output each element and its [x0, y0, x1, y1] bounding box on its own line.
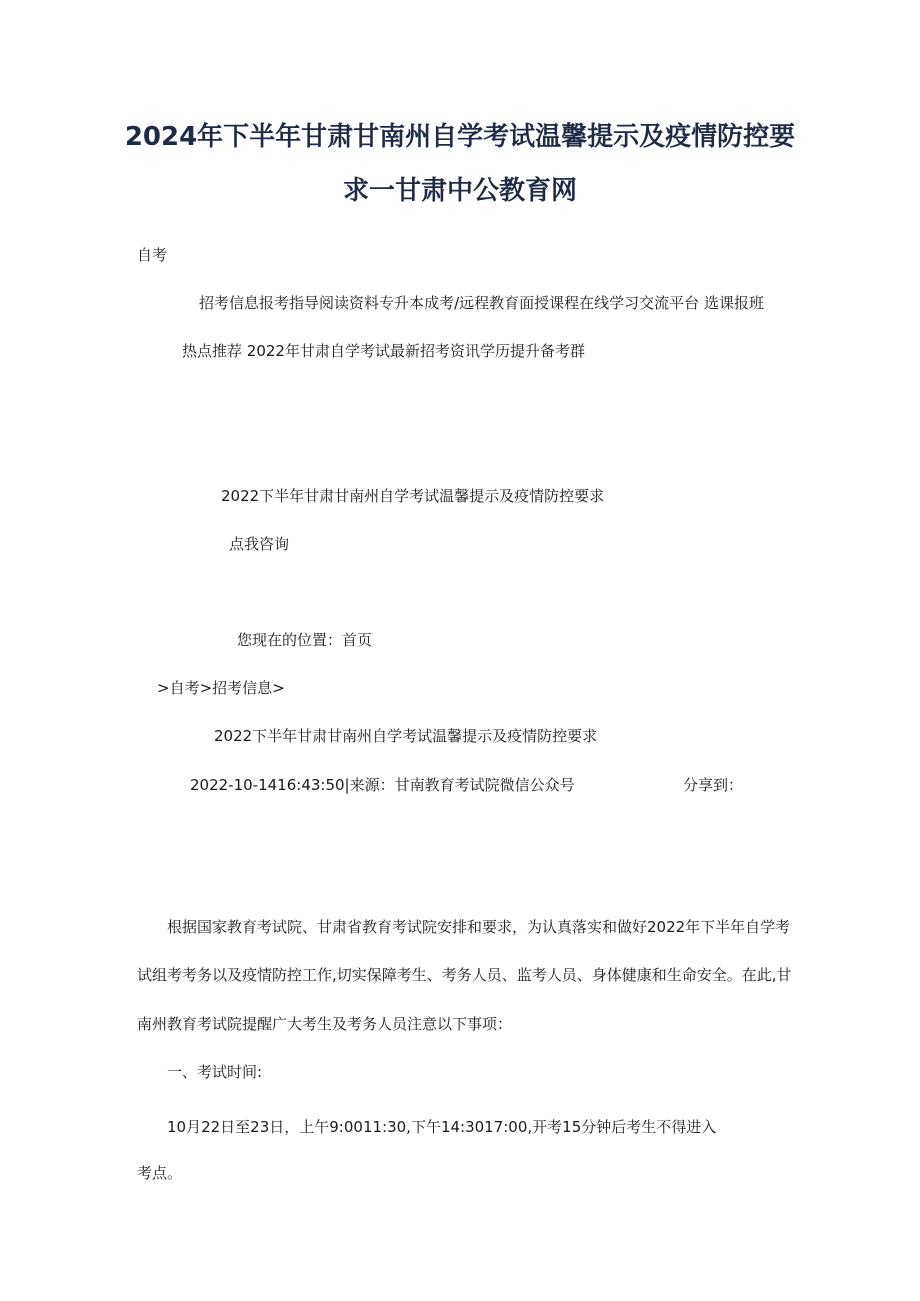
category-label: 自考: [137, 246, 168, 264]
breadcrumb-separator: >: [199, 679, 213, 697]
breadcrumb: [157, 677, 285, 698]
article-paragraph-line-2: 试组考考务以及疫情防控工作,切实保障考生、考务人员、监考人员、身体健康和生命安全。在此,甘: [137, 966, 792, 984]
breadcrumb-prefix: 您现在的位置：: [237, 631, 343, 649]
breadcrumb-item-zikao[interactable]: 自考: [169, 679, 200, 697]
hot-item-group[interactable]: 学历提升备考群: [479, 342, 585, 360]
article-paragraph-line-3: 南州教育考试院提醒广大考生及考务人员注意以下事项：: [137, 1015, 513, 1033]
document-title-line-2: 求一甘肃中公教育网: [342, 176, 577, 206]
hot-recommend: [182, 340, 585, 361]
article-paragraph-line-1: 根据国家教育考试院、甘肃省教育考试院安排和要求，为认真落实和做好2022年下半年自学考: [167, 918, 791, 936]
nav-item-zhuanshengben[interactable]: 专升本: [379, 294, 425, 312]
article-source-label: |来源：: [344, 776, 395, 794]
breadcrumb-home[interactable]: 首页: [342, 631, 373, 649]
nav-item-zhaokao[interactable]: 招考信息: [199, 294, 260, 312]
nav-item-jiaoliu[interactable]: 交流平台: [639, 294, 700, 312]
article-source: 甘南教育考试院微信公众号: [394, 776, 575, 794]
exam-time-line-1: 10月22日至23日，上午9:0011:30,下午14:3017:00,开考15分钟后考生不得进入: [167, 1118, 717, 1136]
article-title: 2022下半年甘肃甘南州自学考试温馨提示及疫情防控要求: [214, 727, 598, 745]
exam-time-line-2: 考点。: [137, 1164, 183, 1182]
nav-item-zaixian[interactable]: 在线学习: [579, 294, 640, 312]
nav-item-chengkao[interactable]: 成考/远程教育: [424, 294, 520, 312]
article-date: 2022-10-1416:43:50: [190, 776, 345, 794]
banner-title: 2022下半年甘肃甘南州自学考试温馨提示及疫情防控要求: [221, 487, 605, 505]
section-heading-exam-time: 一、考试时间:: [167, 1063, 263, 1081]
breadcrumb-location: [237, 629, 372, 650]
nav-item-xuanke[interactable]: 选课报班: [703, 294, 764, 312]
breadcrumb-separator: >: [272, 679, 285, 697]
breadcrumb-separator: >: [157, 679, 170, 697]
consult-link[interactable]: 点我咨询: [229, 535, 290, 553]
hot-label: 热点推荐: [182, 342, 243, 360]
article-meta: [190, 774, 575, 795]
share-label[interactable]: 分享到：: [683, 776, 744, 794]
nav-item-baokao[interactable]: 报考指导: [259, 294, 320, 312]
document-title-line-1: 2024年下半年甘肃甘南州自学考试温馨提示及疫情防控要: [124, 122, 796, 152]
breadcrumb-item-zhaokao[interactable]: 招考信息: [212, 679, 273, 697]
hot-item-news[interactable]: 2022年甘肃自学考试最新招考资讯: [246, 342, 480, 360]
nav-item-mianshou[interactable]: 面授课程: [519, 294, 580, 312]
nav-item-yuedu[interactable]: 阅读资料: [319, 294, 380, 312]
site-nav: [199, 292, 764, 313]
